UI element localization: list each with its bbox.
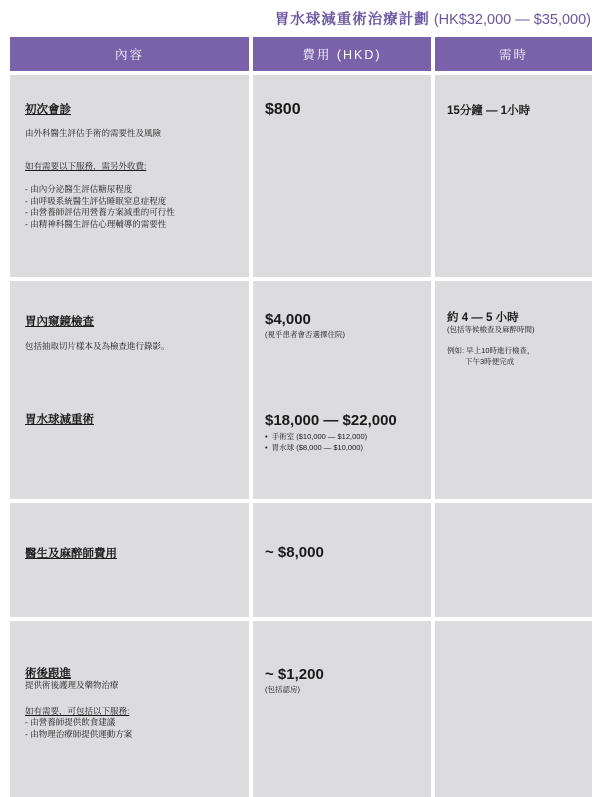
- list-item: - 由精神科醫生評估心理輔導的需要性: [25, 218, 167, 229]
- anesthesia-fee: ~ $8,000: [265, 544, 324, 561]
- followup-fee: ~ $1,200: [265, 666, 324, 683]
- procedure-fee-cell: [253, 281, 431, 499]
- anesthesia-time-cell: [435, 503, 592, 617]
- followup-fee-cell: [253, 621, 431, 797]
- consultation-time: 15分鐘 — 1小時: [447, 105, 531, 117]
- endoscopy-time: 約 4 — 5 小時: [447, 312, 519, 324]
- list-item: - 由呼吸系統醫生評估睡眠窒息症程度: [25, 195, 167, 206]
- followup-extra-note: 如有需要，可包括以下服務:: [25, 706, 130, 716]
- list-item: - 由營養師提供飲食建議: [25, 717, 116, 727]
- followup-content-cell: [10, 621, 249, 797]
- procedure-time-cell: [435, 281, 592, 499]
- list-item: - 由物理治療師提供運動方案: [25, 728, 133, 739]
- page-title: [275, 8, 591, 29]
- list-item: • 胃水球 ($8,000 — $10,000): [265, 442, 367, 453]
- consultation-desc: 由外科醫生評估手術的需要性及風險: [25, 128, 162, 138]
- endoscopy-fee: $4,000: [265, 311, 311, 328]
- endoscopy-fee-note: (視乎患者會否選擇住院): [265, 330, 345, 339]
- anesthesia-fee-cell: [253, 503, 431, 617]
- endoscopy-example-line1: 例如: 早上10時進行檢查，: [447, 346, 535, 355]
- followup-fee-note: (包括認房): [265, 685, 300, 694]
- consultation-content-cell: [10, 75, 249, 277]
- anesthesia-title: 醫生及麻醉師費用: [25, 548, 117, 560]
- anesthesia-content-cell: [10, 503, 249, 617]
- consultation-title: 初次會診: [25, 104, 71, 116]
- header-content: 內容: [10, 37, 249, 71]
- followup-desc: 提供術後護理及藥物治療: [25, 680, 119, 690]
- consultation-extra-note: 如有需要以下服務，需另外收費:: [25, 161, 147, 171]
- endoscopy-desc: 包括抽取切片樣本及為檢查進行錄影。: [25, 341, 170, 351]
- consultation-fee-cell: [253, 75, 431, 277]
- plan-title: 胃水球減重術治療計劃: [274, 12, 430, 28]
- consultation-list: [25, 184, 175, 230]
- balloon-fee-breakdown: [265, 431, 367, 453]
- endoscopy-title: 胃內窺鏡檢查: [25, 316, 94, 328]
- procedure-content-cell: [10, 281, 249, 499]
- list-item: • 手術室 ($10,000 — $12,000): [265, 431, 367, 442]
- header-fee: 費用 (HKD): [253, 37, 431, 71]
- consultation-time-cell: [435, 75, 592, 277]
- list-item: - 由營養師評估用營養方案減重的可行性: [25, 207, 175, 217]
- header-time: 需時: [435, 37, 592, 71]
- followup-time-cell: [435, 621, 592, 797]
- list-item: - 由內分泌醫生評估糖尿程度: [25, 184, 133, 194]
- endoscopy-time-note: (包括等候檢查及麻醉時間): [447, 325, 535, 334]
- plan-price-range: (HK$32,000 — $35,000): [433, 12, 591, 28]
- pricing-table: [10, 37, 592, 787]
- followup-list: [25, 717, 132, 740]
- endoscopy-example-line2: 下午3時便完成: [465, 357, 515, 366]
- balloon-fee: $18,000 — $22,000: [265, 412, 397, 429]
- consultation-fee: $800: [265, 101, 301, 118]
- followup-title: 術後跟進: [25, 668, 71, 680]
- balloon-title: 胃水球減重術: [25, 414, 94, 426]
